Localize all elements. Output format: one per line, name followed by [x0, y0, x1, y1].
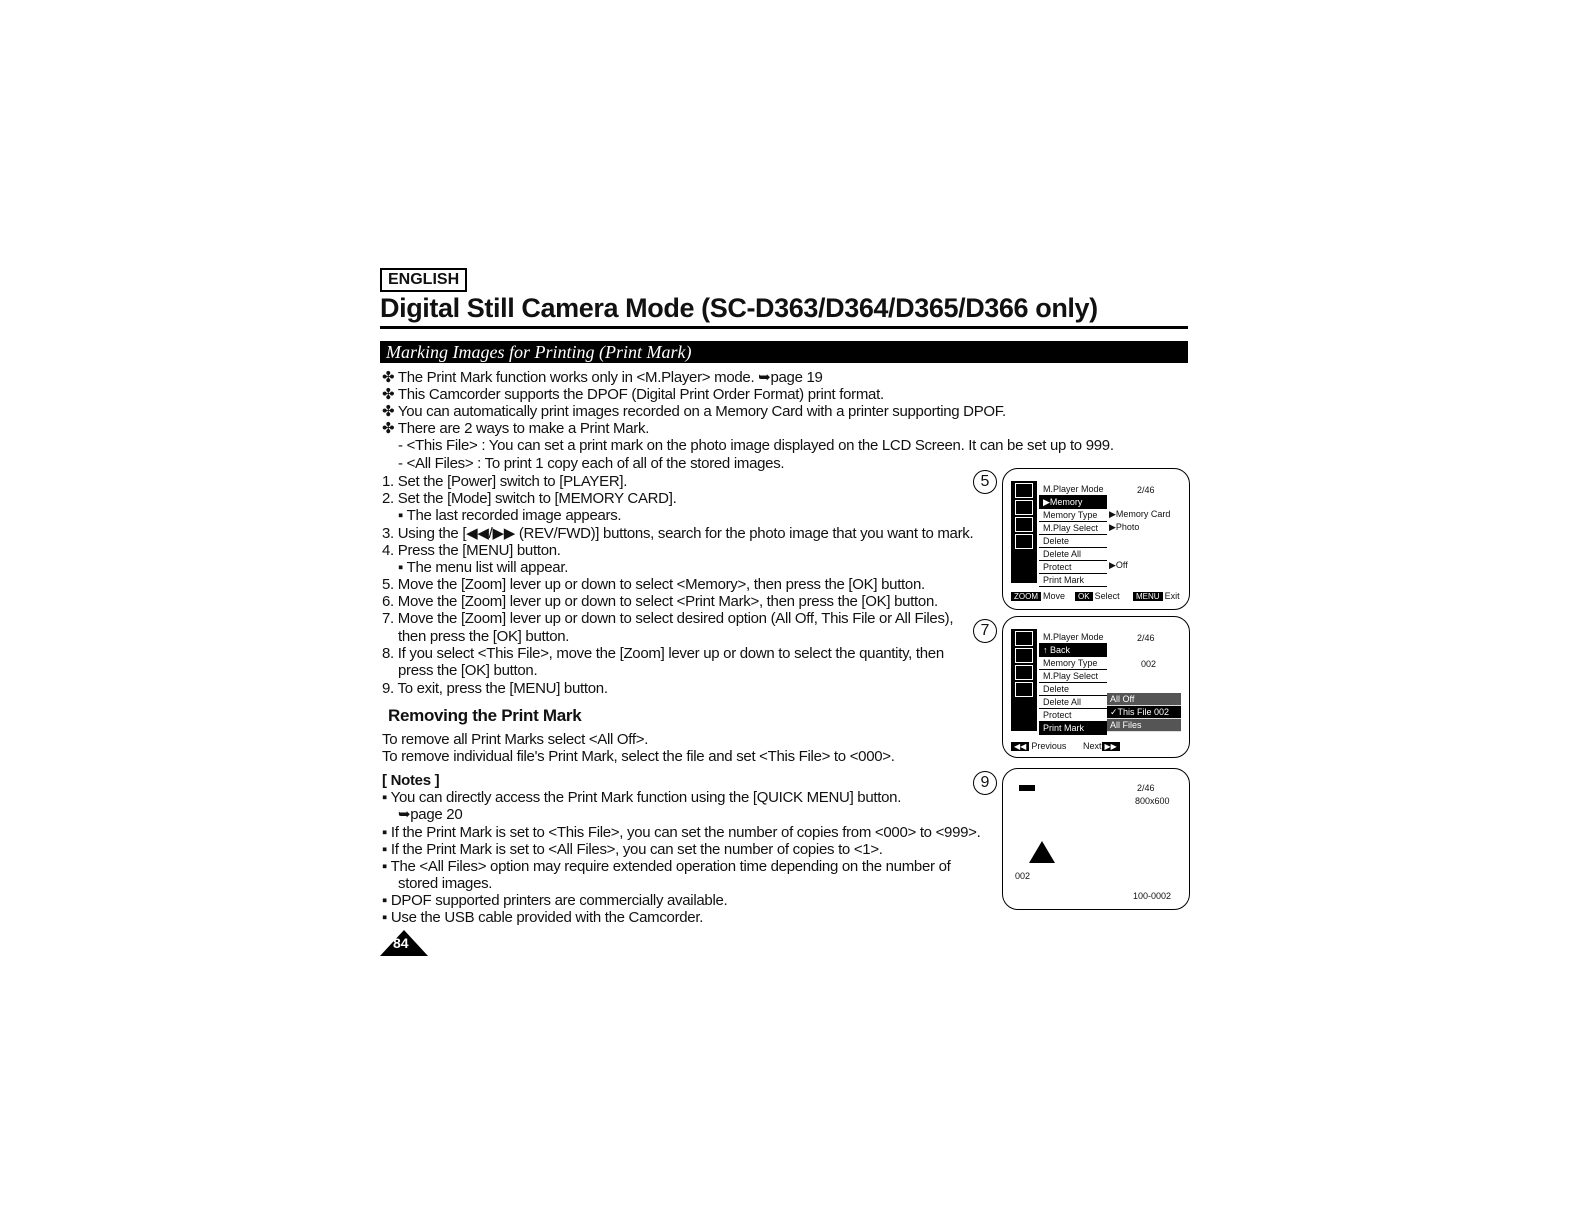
page-title: Digital Still Camera Mode (SC-D363/D364/D365/D366 only)	[380, 293, 1098, 323]
step-line: 4. Press the [MENU] button.	[382, 542, 561, 559]
menu-value: ▶Memory Card	[1109, 509, 1171, 519]
section-bar	[380, 341, 1188, 363]
removing-line: To remove all Print Marks select <All Off>.	[382, 731, 649, 748]
menu-item: M.Player Mode	[1039, 483, 1107, 496]
lcd-screen-step-9	[1002, 768, 1190, 910]
menu-item: Delete	[1039, 535, 1107, 548]
intro-line: ✤ There are 2 ways to make a Print Mark.	[382, 420, 650, 437]
intro-line: ✤ You can automatically print images recorded on a Memory Card with a printer supporting DPOF.	[382, 403, 1006, 420]
tv-icon	[1015, 517, 1033, 532]
counter: 2/46	[1137, 633, 1155, 643]
step-line: 7. Move the [Zoom] lever up or down to select desired option (All Off, This File or All Files),	[382, 610, 954, 627]
battery-icon	[1019, 785, 1035, 791]
note-line: ▪ If the Print Mark is set to <All Files>, you can set the number of copies to <1>.	[382, 841, 883, 858]
menu-item-selected: ▶Memory	[1039, 496, 1107, 509]
footer-select	[1075, 591, 1120, 601]
intro-line: - <All Files> : To print 1 copy each of all of the stored images.	[398, 455, 785, 472]
next-label: Next	[1083, 741, 1102, 751]
tv-icon	[1015, 665, 1033, 680]
menu-value: ▶Off	[1109, 560, 1128, 570]
menu-list	[1039, 483, 1107, 587]
image-placeholder-icon	[1029, 841, 1055, 863]
footer-move	[1011, 591, 1065, 601]
move-label: Move	[1043, 591, 1066, 601]
menu-key: MENU	[1133, 592, 1163, 601]
menu-item: Print Mark	[1039, 574, 1107, 587]
step-line: ▪ The menu list will appear.	[398, 559, 569, 576]
card-icon	[1015, 648, 1033, 663]
menu-item-back: ↑ Back	[1039, 644, 1107, 657]
notes-heading: [ Notes ]	[382, 772, 440, 789]
note-line: ➥page 20	[398, 806, 463, 823]
step-line: 9. To exit, press the [MENU] button.	[382, 680, 608, 697]
step-line: 8. If you select <This File>, move the [Zoom] lever up or down to select the quantity, then	[382, 645, 944, 662]
note-line: ▪ DPOF supported printers are commercially available.	[382, 892, 728, 909]
intro-line: ✤ This Camcorder supports the DPOF (Digital Print Order Format) print format.	[382, 386, 884, 403]
menu-item: Delete	[1039, 683, 1107, 696]
option-all-off: All Off	[1107, 693, 1181, 706]
rewind-icon: ◀◀	[1011, 742, 1029, 751]
menu-item: M.Play Select	[1039, 670, 1107, 683]
note-line: ▪ The <All Files> option may require extended operation time depending on the number of	[382, 858, 951, 875]
menu-value: ▶Photo	[1109, 522, 1140, 532]
step-line: 2. Set the [Mode] switch to [MEMORY CARD].	[382, 490, 677, 507]
forward-icon: ▶▶	[1102, 742, 1120, 751]
menu-sidebar	[1011, 481, 1037, 583]
counter: 2/46	[1137, 485, 1155, 495]
camera-icon	[1015, 483, 1033, 498]
footer-exit	[1133, 591, 1180, 601]
copies-count: 002	[1015, 871, 1031, 881]
step-line: press the [OK] button.	[398, 662, 538, 679]
note-line: stored images.	[398, 875, 493, 892]
menu-item-selected: Print Mark	[1039, 722, 1107, 735]
gear-icon	[1015, 682, 1033, 697]
footer-next	[1083, 741, 1122, 751]
intro-line: ✤ The Print Mark function works only in <M.Player> mode. ➥page 19	[382, 369, 823, 386]
menu-item: Memory Type	[1039, 509, 1107, 522]
lcd-screen-step-5	[1002, 468, 1190, 610]
card-icon	[1015, 500, 1033, 515]
print-mark-options	[1107, 693, 1181, 732]
step-7-badge: 7	[973, 619, 997, 643]
file-number: 100-0002	[1133, 891, 1172, 901]
menu-item: M.Play Select	[1039, 522, 1107, 535]
step-line: ▪ The last recorded image appears.	[398, 507, 622, 524]
zoom-key: ZOOM	[1011, 592, 1041, 601]
intro-line: - <This File> : You can set a print mark on the photo image displayed on the LCD Screen. It can be set up to 999.	[398, 437, 1114, 454]
note-line: ▪ If the Print Mark is set to <This File>, you can set the number of copies from <000> to <999>.	[382, 824, 981, 841]
menu-list	[1039, 631, 1107, 735]
copies-count: 002	[1141, 659, 1157, 669]
select-label: Select	[1094, 591, 1120, 601]
language-label: ENGLISH	[380, 268, 467, 292]
resolution: 800x600	[1135, 796, 1170, 806]
menu-item: Protect	[1039, 709, 1107, 722]
step-line: 5. Move the [Zoom] lever up or down to select <Memory>, then press the [OK] button.	[382, 576, 925, 593]
menu-item: Protect	[1039, 561, 1107, 574]
step-line: 6. Move the [Zoom] lever up or down to select <Print Mark>, then press the [OK] button.	[382, 593, 938, 610]
removing-heading: Removing the Print Mark	[388, 706, 582, 725]
step-line: 1. Set the [Power] switch to [PLAYER].	[382, 473, 628, 490]
option-this-file: ✓This File 002	[1107, 706, 1181, 719]
exit-label: Exit	[1164, 591, 1180, 601]
step-line: 3. Using the [◀◀/▶▶ (REV/FWD)] buttons, search for the photo image that you want to mark.	[382, 525, 974, 542]
removing-line: To remove individual file's Print Mark, select the file and set <This File> to <000>.	[382, 748, 895, 765]
page-number: 84	[393, 935, 409, 951]
menu-item: Delete All	[1039, 696, 1107, 709]
title-rule	[380, 326, 1188, 329]
gear-icon	[1015, 534, 1033, 549]
previous-label: Previous	[1031, 741, 1067, 751]
menu-item: Memory Type	[1039, 657, 1107, 670]
step-9-badge: 9	[973, 771, 997, 795]
menu-item: M.Player Mode	[1039, 631, 1107, 644]
option-all-files: All Files	[1107, 719, 1181, 732]
menu-item: Delete All	[1039, 548, 1107, 561]
menu-sidebar	[1011, 629, 1037, 731]
counter: 2/46	[1137, 783, 1155, 793]
note-line: ▪ Use the USB cable provided with the Camcorder.	[382, 909, 704, 926]
section-title: Marking Images for Printing (Print Mark)	[386, 342, 692, 362]
lcd-screen-step-7	[1002, 616, 1190, 758]
ok-key: OK	[1075, 592, 1093, 601]
camera-icon	[1015, 631, 1033, 646]
step-5-badge: 5	[973, 470, 997, 494]
note-line: ▪ You can directly access the Print Mark function using the [QUICK MENU] button.	[382, 789, 902, 806]
step-line: then press the [OK] button.	[398, 628, 570, 645]
footer-previous	[1011, 741, 1066, 751]
